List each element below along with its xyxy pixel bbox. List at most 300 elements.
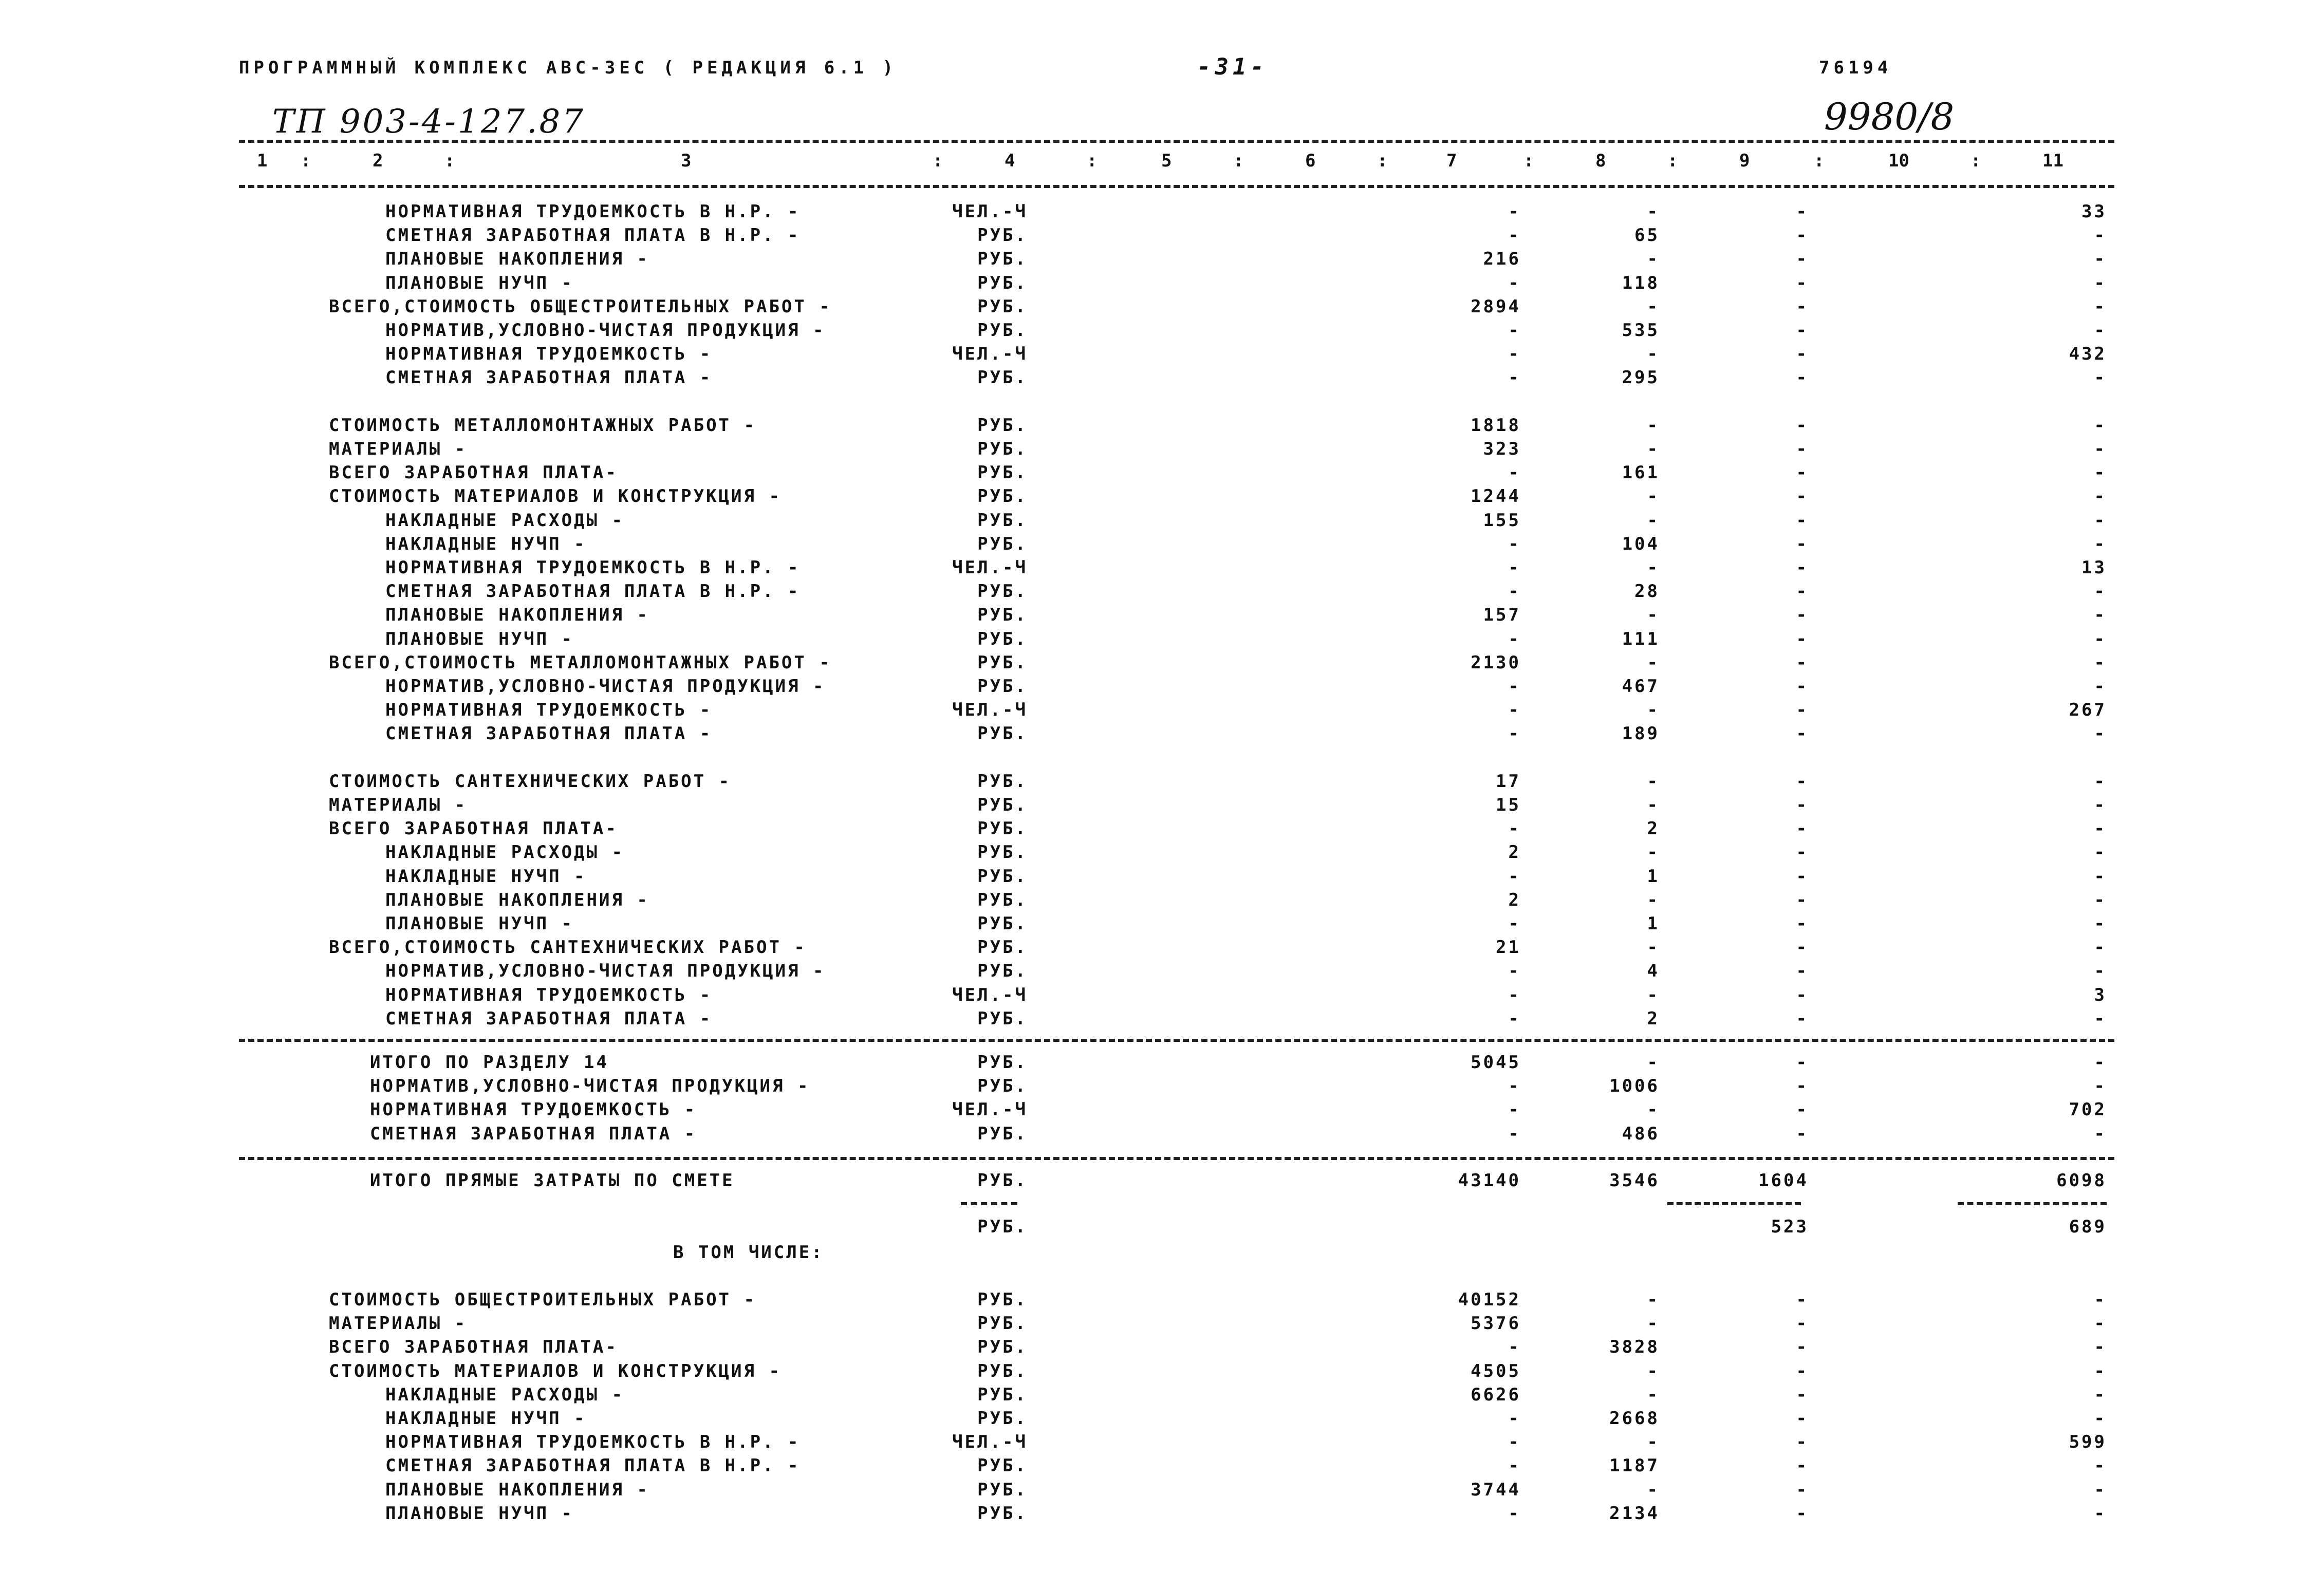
col7-cell: - — [1508, 984, 1521, 1005]
row-label: НАКЛАДНЫЕ РАСХОДЫ - — [385, 842, 624, 863]
col8-cell: - — [1647, 937, 1660, 958]
breakdown-row — [0, 1361, 2324, 1385]
col7-cell: 40152 — [1458, 1289, 1521, 1310]
col11-cell: - — [2094, 1408, 2107, 1429]
table-row — [0, 700, 2324, 723]
col8-cell: 4 — [1647, 961, 1660, 982]
col11-cell: - — [2094, 1455, 2107, 1476]
unit-cell: РУБ. — [977, 605, 1028, 626]
row-label: НОРМАТИВ,УСЛОВНО-ЧИСТАЯ ПРОДУКЦИЯ - — [385, 676, 826, 697]
col8-cell: - — [1647, 1052, 1660, 1073]
row-label: НОРМАТИВНАЯ ТРУДОЕМКОСТЬ В Н.Р. - — [385, 557, 801, 578]
col8-cell: 535 — [1622, 320, 1660, 341]
unit-cell: РУБ. — [977, 889, 1028, 910]
table-row — [0, 273, 2324, 296]
col9-cell: - — [1796, 1289, 1809, 1310]
col9-cell: - — [1796, 296, 1809, 317]
col-7: 7 — [1446, 151, 1457, 171]
col7-cell: 15 — [1496, 795, 1521, 815]
table-row — [0, 676, 2324, 700]
including-label — [0, 1242, 2324, 1266]
col7-cell: 43140 — [1458, 1170, 1521, 1191]
col8-cell: - — [1647, 795, 1660, 815]
table-row — [0, 629, 2324, 652]
breakdown-row — [0, 1337, 2324, 1360]
row-label: МАТЕРИАЛЫ - — [329, 1313, 468, 1334]
unit-cell: ЧЕЛ.-Ч — [952, 344, 1028, 365]
col-sep: : — [301, 151, 311, 171]
unit-cell: РУБ. — [977, 676, 1028, 697]
col7-cell: 1818 — [1471, 415, 1521, 436]
row-label: ВСЕГО ЗАРАБОТНАЯ ПЛАТА- — [329, 462, 618, 483]
unit-cell: РУБ. — [977, 1170, 1028, 1191]
col8-cell: - — [1647, 296, 1660, 317]
col7-cell: 2894 — [1471, 296, 1521, 317]
unit-cell: РУБ. — [977, 510, 1028, 531]
col7-cell: - — [1508, 700, 1521, 721]
col9-cell: - — [1796, 1123, 1809, 1144]
col8-cell: - — [1647, 605, 1660, 626]
col7-cell: - — [1508, 225, 1521, 246]
col9-cell: - — [1796, 1384, 1809, 1405]
col8-cell: 2 — [1647, 818, 1660, 839]
col-sep: : — [1523, 151, 1534, 171]
col8-cell: 65 — [1634, 225, 1660, 246]
row-label: НОРМАТИВНАЯ ТРУДОЕМКОСТЬ - — [385, 700, 713, 721]
row-label: НАКЛАДНЫЕ НУЧП - — [385, 866, 587, 887]
row-label: ВСЕГО,СТОИМОСТЬ МЕТАЛЛОМОНТАЖНЫХ РАБОТ - — [329, 652, 832, 673]
col7-cell: - — [1508, 676, 1521, 697]
row-label: СМЕТНАЯ ЗАРАБОТНАЯ ПЛАТА - — [370, 1123, 697, 1144]
col7-cell: 2130 — [1471, 652, 1521, 673]
unit-cell: РУБ. — [977, 1360, 1028, 1381]
row-label: ПЛАНОВЫЕ НАКОПЛЕНИЯ - — [385, 1479, 649, 1500]
unit-cell: РУБ. — [977, 1076, 1028, 1097]
unit-cell: РУБ. — [977, 439, 1028, 459]
row-label: ВСЕГО,СТОИМОСТЬ САНТЕХНИЧЕСКИХ РАБОТ - — [329, 937, 807, 958]
col7-cell: - — [1508, 913, 1521, 934]
col7-cell: - — [1508, 1076, 1521, 1097]
col9-cell: - — [1796, 225, 1809, 246]
col7-cell: 2 — [1508, 889, 1521, 910]
col9-cell: - — [1796, 557, 1809, 578]
col11-cell: - — [2094, 320, 2107, 341]
col11-cell: - — [2094, 1384, 2107, 1405]
col-sep: : — [1233, 151, 1244, 171]
col8-cell: 467 — [1622, 676, 1660, 697]
sheet-label: 9980/8 — [1824, 95, 1955, 138]
table-row — [0, 937, 2324, 961]
table-row — [0, 415, 2324, 439]
col7-cell: 216 — [1483, 249, 1521, 270]
col-6: 6 — [1305, 151, 1316, 171]
unit-cell: РУБ. — [977, 367, 1028, 388]
col7-cell: - — [1508, 533, 1521, 554]
row-label: СТОИМОСТЬ МЕТАЛЛОМОНТАЖНЫХ РАБОТ - — [329, 415, 756, 436]
col11-cell: - — [2094, 486, 2107, 507]
row-label: ВСЕГО ЗАРАБОТНАЯ ПЛАТА- — [329, 1337, 618, 1358]
col11-cell: 6098 — [2056, 1170, 2107, 1191]
unit-cell: РУБ. — [977, 652, 1028, 673]
row-label: НОРМАТИВНАЯ ТРУДОЕМКОСТЬ - — [385, 344, 713, 365]
col11-cell: 702 — [2069, 1099, 2107, 1120]
col9-cell: 523 — [1771, 1217, 1809, 1237]
section-total-row — [0, 1099, 2324, 1123]
col9-cell: - — [1796, 1479, 1809, 1500]
col9-cell: 1604 — [1758, 1170, 1809, 1191]
unit-cell: РУБ. — [977, 415, 1028, 436]
col11-cell: - — [2094, 771, 2107, 792]
col7-cell: - — [1508, 344, 1521, 365]
table-row — [0, 771, 2324, 795]
table-row — [0, 723, 2324, 747]
col-sep: : — [444, 151, 455, 171]
col7-cell: - — [1508, 1337, 1521, 1358]
col-sep: : — [1970, 151, 1981, 171]
col11-cell: - — [2094, 605, 2107, 626]
col9-cell: - — [1796, 1360, 1809, 1381]
col8-cell: 118 — [1622, 272, 1660, 293]
col11-cell: - — [2094, 628, 2107, 649]
col9-cell: - — [1796, 581, 1809, 602]
unit-cell: РУБ. — [977, 296, 1028, 317]
breakdown-row — [0, 1432, 2324, 1455]
col11-cell: - — [2094, 1289, 2107, 1310]
col11-cell: - — [2094, 1479, 2107, 1500]
unit-cell: РУБ. — [977, 1479, 1028, 1500]
col9-cell: - — [1796, 320, 1809, 341]
col-8: 8 — [1595, 151, 1606, 171]
col11-cell: - — [2094, 676, 2107, 697]
col7-cell: - — [1508, 1123, 1521, 1144]
col8-cell: - — [1647, 557, 1660, 578]
col7-cell: - — [1508, 201, 1521, 222]
direct-total-row — [0, 1170, 2324, 1194]
col8-cell: 1 — [1647, 866, 1660, 887]
col9-cell: - — [1796, 344, 1809, 365]
row-label: СТОИМОСТЬ ОБЩЕСТРОИТЕЛЬНЫХ РАБОТ - — [329, 1289, 756, 1310]
col7-cell: - — [1508, 462, 1521, 483]
unit-cell: РУБ. — [977, 937, 1028, 958]
col7-cell: 155 — [1483, 510, 1521, 531]
section-total-row — [0, 1076, 2324, 1099]
col11-cell: - — [2094, 1123, 2107, 1144]
table-row — [0, 581, 2324, 605]
table-row — [0, 367, 2324, 391]
row-label: ПЛАНОВЫЕ НУЧП - — [385, 1503, 574, 1524]
col9-cell: - — [1796, 415, 1809, 436]
breakdown-row — [0, 1455, 2324, 1479]
unit-cell: ЧЕЛ.-Ч — [952, 1432, 1028, 1453]
table-row — [0, 296, 2324, 320]
col11-cell: - — [2094, 1052, 2107, 1073]
col-sep: : — [933, 151, 943, 171]
col7-cell: 4505 — [1471, 1360, 1521, 1381]
col7-cell: 21 — [1496, 937, 1521, 958]
table-row — [0, 913, 2324, 937]
table-row — [0, 462, 2324, 486]
breakdown-row — [0, 1503, 2324, 1527]
col7-cell: - — [1508, 1455, 1521, 1476]
unit-cell: РУБ. — [977, 225, 1028, 246]
col8-cell: 28 — [1634, 581, 1660, 602]
col8-cell: - — [1647, 700, 1660, 721]
col11-cell: 599 — [2069, 1432, 2107, 1453]
col11-cell: 13 — [2081, 557, 2107, 578]
col11-cell: - — [2094, 249, 2107, 270]
col9-cell: - — [1796, 1313, 1809, 1334]
table-row — [0, 344, 2324, 367]
table-row — [0, 842, 2324, 866]
unit-cell: РУБ. — [977, 866, 1028, 887]
col9-cell: - — [1796, 984, 1809, 1005]
col7-cell: - — [1508, 628, 1521, 649]
col9-cell: - — [1796, 439, 1809, 459]
col-sep: : — [1087, 151, 1098, 171]
table-row — [0, 890, 2324, 913]
unit-cell: РУБ. — [977, 320, 1028, 341]
col7-cell: - — [1508, 818, 1521, 839]
section-rule — [239, 1039, 2114, 1042]
col11-cell: - — [2094, 367, 2107, 388]
row-label: НАКЛАДНЫЕ РАСХОДЫ - — [385, 510, 624, 531]
col9-cell: - — [1796, 652, 1809, 673]
unit-cell: ЧЕЛ.-Ч — [952, 984, 1028, 1005]
col7-cell: - — [1508, 723, 1521, 744]
col8-cell: - — [1647, 1313, 1660, 1334]
col8-cell: - — [1647, 984, 1660, 1005]
col7-cell: - — [1508, 1408, 1521, 1429]
col11-cell: - — [2094, 723, 2107, 744]
col11-cell: - — [2094, 581, 2107, 602]
table-row — [0, 534, 2324, 557]
breakdown-row — [0, 1289, 2324, 1313]
row-label: МАТЕРИАЛЫ - — [329, 439, 468, 459]
col7-cell: 323 — [1483, 439, 1521, 459]
table-row — [0, 961, 2324, 984]
unit-cell: РУБ. — [977, 1408, 1028, 1429]
col11-cell: - — [2094, 652, 2107, 673]
breakdown-row — [0, 1385, 2324, 1408]
col7-cell: - — [1508, 1008, 1521, 1029]
table-row — [0, 391, 2324, 415]
document-code: 76194 — [1819, 58, 1892, 78]
col8-cell: 486 — [1622, 1123, 1660, 1144]
col9-cell: - — [1796, 1099, 1809, 1120]
row-label: НОРМАТИВНАЯ ТРУДОЕМКОСТЬ В Н.Р. - — [385, 1432, 801, 1453]
col7-cell: 17 — [1496, 771, 1521, 792]
col11-cell: 432 — [2069, 344, 2107, 365]
col9-cell: - — [1796, 462, 1809, 483]
col9-cell: - — [1796, 913, 1809, 934]
col8-cell: 1187 — [1609, 1455, 1660, 1476]
row-label: НАКЛАДНЫЕ НУЧП - — [385, 1408, 587, 1429]
col9-cell: - — [1796, 1503, 1809, 1524]
col11-cell: - — [2094, 225, 2107, 246]
col8-cell: - — [1647, 771, 1660, 792]
col11-cell: - — [2094, 866, 2107, 887]
subtotal-marker — [1667, 1202, 1801, 1205]
unit-cell: РУБ. — [977, 486, 1028, 507]
table-row — [0, 605, 2324, 628]
col7-cell: - — [1508, 1503, 1521, 1524]
table-row — [0, 201, 2324, 225]
col8-cell: - — [1647, 201, 1660, 222]
col8-cell: 295 — [1622, 367, 1660, 388]
table-row — [0, 652, 2324, 676]
col9-cell: - — [1796, 723, 1809, 744]
col11-cell: - — [2094, 842, 2107, 863]
col7-cell: 5045 — [1471, 1052, 1521, 1073]
col11-cell: - — [2094, 272, 2107, 293]
table-row — [0, 249, 2324, 272]
row-label: НАКЛАДНЫЕ НУЧП - — [385, 533, 587, 554]
row-label: ИТОГО ПРЯМЫЕ ЗАТРАТЫ ПО СМЕТЕ — [370, 1170, 735, 1191]
row-label: НОРМАТИВНАЯ ТРУДОЕМКОСТЬ - — [370, 1099, 697, 1120]
col-5: 5 — [1161, 151, 1172, 171]
col8-cell: - — [1647, 510, 1660, 531]
unit-cell: РУБ. — [977, 1289, 1028, 1310]
row-label: ИТОГО ПО РАЗДЕЛУ 14 — [370, 1052, 609, 1073]
including-text: В ТОМ ЧИСЛЕ: — [673, 1242, 824, 1263]
unit-cell: ЧЕЛ.-Ч — [952, 557, 1028, 578]
col8-cell: - — [1647, 652, 1660, 673]
unit-cell: РУБ. — [977, 1123, 1028, 1144]
col9-cell: - — [1796, 486, 1809, 507]
unit-cell: РУБ. — [977, 913, 1028, 934]
row-label: НОРМАТИВ,УСЛОВНО-ЧИСТАЯ ПРОДУКЦИЯ - — [370, 1076, 810, 1097]
col7-cell: 157 — [1483, 605, 1521, 626]
col11-cell: - — [2094, 439, 2107, 459]
row-label: ПЛАНОВЫЕ НАКОПЛЕНИЯ - — [385, 889, 649, 910]
col9-cell: - — [1796, 628, 1809, 649]
col8-cell: 161 — [1622, 462, 1660, 483]
row-label: МАТЕРИАЛЫ - — [329, 795, 468, 815]
col-sep: : — [1667, 151, 1678, 171]
col11-cell: - — [2094, 296, 2107, 317]
direct-total-extra-row — [0, 1217, 2324, 1240]
unit-cell: РУБ. — [977, 462, 1028, 483]
col11-cell: - — [2094, 937, 2107, 958]
col7-cell: 6626 — [1471, 1384, 1521, 1405]
row-label: СТОИМОСТЬ МАТЕРИАЛОВ И КОНСТРУКЦИЯ - — [329, 1360, 782, 1381]
col-1: 1 — [257, 151, 268, 171]
unit-cell: РУБ. — [977, 1008, 1028, 1029]
unit-cell: РУБ. — [977, 961, 1028, 982]
col11-cell: - — [2094, 1076, 2107, 1097]
table-row — [0, 510, 2324, 534]
col9-cell: - — [1796, 272, 1809, 293]
row-label: НОРМАТИВ,УСЛОВНО-ЧИСТАЯ ПРОДУКЦИЯ - — [385, 320, 826, 341]
col8-cell: - — [1647, 439, 1660, 459]
col9-cell: - — [1796, 1408, 1809, 1429]
unit-cell: РУБ. — [977, 795, 1028, 815]
unit-cell: РУБ. — [977, 533, 1028, 554]
col7-cell: - — [1508, 961, 1521, 982]
col9-cell: - — [1796, 1052, 1809, 1073]
col8-cell: 2 — [1647, 1008, 1660, 1029]
row-label: ПЛАНОВЫЕ НУЧП - — [385, 913, 574, 934]
col11-cell: - — [2094, 961, 2107, 982]
row-label: СМЕТНАЯ ЗАРАБОТНАЯ ПЛАТА - — [385, 723, 713, 744]
subtotal-marker — [1958, 1202, 2107, 1205]
col7-cell: 2 — [1508, 842, 1521, 863]
row-label: ВСЕГО ЗАРАБОТНАЯ ПЛАТА- — [329, 818, 618, 839]
col9-cell: - — [1796, 771, 1809, 792]
row-label: НОРМАТИВНАЯ ТРУДОЕМКОСТЬ В Н.Р. - — [385, 201, 801, 222]
col8-cell: 1 — [1647, 913, 1660, 934]
col9-cell: - — [1796, 700, 1809, 721]
col9-cell: - — [1796, 1455, 1809, 1476]
row-label: СМЕТНАЯ ЗАРАБОТНАЯ ПЛАТА В Н.Р. - — [385, 581, 801, 602]
row-label: НАКЛАДНЫЕ РАСХОДЫ - — [385, 1384, 624, 1405]
col-11: 11 — [2042, 151, 2063, 171]
col11-cell: - — [2094, 1360, 2107, 1381]
col-2: 2 — [373, 151, 383, 171]
table-row — [0, 320, 2324, 344]
col-sep: : — [1814, 151, 1825, 171]
table-row — [0, 795, 2324, 818]
row-label: НОРМАТИВНАЯ ТРУДОЕМКОСТЬ - — [385, 984, 713, 1005]
col9-cell: - — [1796, 795, 1809, 815]
row-label: ПЛАНОВЫЕ НУЧП - — [385, 272, 574, 293]
col-sep: : — [1377, 151, 1388, 171]
col7-cell: - — [1508, 1432, 1521, 1453]
col8-cell: - — [1647, 1479, 1660, 1500]
col8-cell: 2668 — [1609, 1408, 1660, 1429]
tp-label: ТП 903-4-127.87 — [272, 103, 585, 141]
col8-cell: - — [1647, 1099, 1660, 1120]
unit-cell: РУБ. — [977, 1503, 1028, 1524]
col8-cell: - — [1647, 1384, 1660, 1405]
row-label: СТОИМОСТЬ САНТЕХНИЧЕСКИХ РАБОТ - — [329, 771, 732, 792]
col9-cell: - — [1796, 866, 1809, 887]
col9-cell: - — [1796, 889, 1809, 910]
col8-cell: 1006 — [1609, 1076, 1660, 1097]
unit-cell: ЧЕЛ.-Ч — [952, 700, 1028, 721]
col11-cell: - — [2094, 533, 2107, 554]
row-label: ВСЕГО,СТОИМОСТЬ ОБЩЕСТРОИТЕЛЬНЫХ РАБОТ - — [329, 296, 832, 317]
col-9: 9 — [1739, 151, 1750, 171]
table-row — [0, 985, 2324, 1008]
col7-cell: 1244 — [1471, 486, 1521, 507]
unit-cell: РУБ. — [977, 842, 1028, 863]
col8-cell: - — [1647, 1289, 1660, 1310]
unit-cell: РУБ. — [977, 1052, 1028, 1073]
table-row — [0, 557, 2324, 581]
col11-cell: - — [2094, 1008, 2107, 1029]
col8-cell: - — [1647, 842, 1660, 863]
col9-cell: - — [1796, 1076, 1809, 1097]
col9-cell: - — [1796, 201, 1809, 222]
unit-cell: РУБ. — [977, 581, 1028, 602]
col8-cell: - — [1647, 1360, 1660, 1381]
col9-cell: - — [1796, 818, 1809, 839]
row-label: ПЛАНОВЫЕ НАКОПЛЕНИЯ - — [385, 249, 649, 270]
col9-cell: - — [1796, 1432, 1809, 1453]
col9-cell: - — [1796, 842, 1809, 863]
unit-cell: РУБ. — [977, 771, 1028, 792]
section-total-rule — [239, 1157, 2114, 1160]
breakdown-row — [0, 1408, 2324, 1432]
table-row — [0, 1008, 2324, 1032]
col8-cell: 111 — [1622, 628, 1660, 649]
row-label: СМЕТНАЯ ЗАРАБОТНАЯ ПЛАТА - — [385, 367, 713, 388]
col8-cell: 3546 — [1609, 1170, 1660, 1191]
table-row — [0, 486, 2324, 510]
col7-cell: - — [1508, 320, 1521, 341]
col11-cell: - — [2094, 1503, 2107, 1524]
